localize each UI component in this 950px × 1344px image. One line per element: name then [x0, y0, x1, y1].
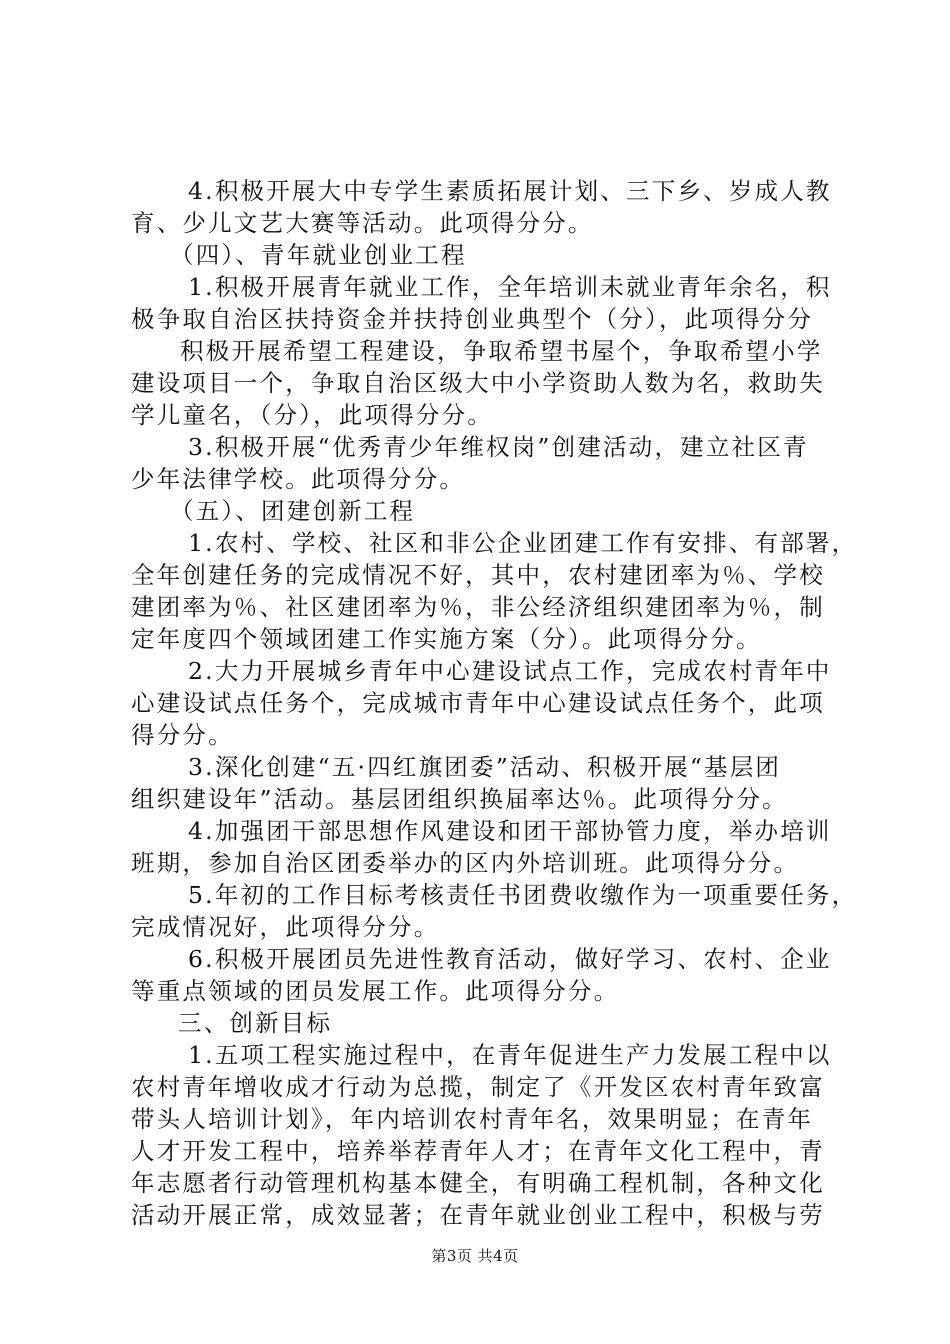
section-heading: （四）、青年就业创业工程	[170, 241, 467, 269]
text-line: 1.五项工程实施过程中，在青年促进生产力发展工程中以	[188, 1041, 832, 1069]
text-line: 年志愿者行动管理机构基本健全，有明确工程机制，各种文化	[131, 1169, 825, 1197]
text-line: 建设项目一个，争取自治区级大中小学资助人数为名，救助失	[131, 369, 825, 397]
text-line: 3.积极开展“优秀青少年维权岗”创建活动，建立社区青	[188, 433, 809, 461]
text-line: 极争取自治区扶持资金并扶持创业典型个（分），此项得分分	[131, 305, 814, 333]
text-line: 3.深化创建“五·四红旗团委”活动、积极开展“基层团	[188, 753, 782, 781]
text-line: 完成情况好，此项得分分。	[131, 913, 440, 941]
text-line: 4.加强团干部思想作风建设和团干部协管力度，举办培训	[188, 817, 832, 845]
text-line: 人才开发工程中，培养举荐青年人才；在青年文化工程中，青	[131, 1137, 825, 1165]
text-line: 1.农村、学校、社区和非公企业团建工作有安排、有部署，	[188, 529, 858, 557]
text-line: 等重点领域的团员发展工作。此项得分分。	[131, 977, 620, 1005]
text-line: 5.年初的工作目标考核责任书团费收缴作为一项重要任务，	[188, 881, 858, 909]
text-line: 积极开展希望工程建设，争取希望书屋个，争取希望小学	[180, 337, 823, 365]
text-line: 全年创建任务的完成情况不好，其中，农村建团率为％、学校	[131, 561, 825, 589]
text-line: 2.大力开展城乡青年中心建设试点工作，完成农村青年中	[188, 657, 832, 685]
text-line: 定年度四个领域团建工作实施方案（分）。此项得分分。	[131, 625, 762, 653]
text-line: 带头人培训计划》，年内培训农村青年名，效果明显；在青年	[131, 1105, 814, 1133]
text-line: 活动开展正常，成效显著；在青年就业创业工程中，积极与劳	[131, 1201, 825, 1229]
text-line: 4.积极开展大中专学生素质拓展计划、三下乡、岁成人教	[188, 177, 832, 205]
text-line: 心建设试点任务个，完成城市青年中心建设试点任务个，此项	[131, 689, 825, 717]
text-line: 组织建设年”活动。基层团组织换届率达％。此项得分分。	[131, 785, 788, 813]
text-line: 学儿童名，（分），此项得分分。	[131, 401, 493, 429]
section-heading: 三、创新目标	[178, 1009, 333, 1037]
text-line: 1.积极开展青年就业工作，全年培训未就业青年余名，积	[188, 273, 832, 301]
text-line: 育、少儿文艺大赛等活动。此项得分分。	[131, 209, 594, 237]
text-line: 建团率为％、社区建团率为％，非公经济组织建团率为％，制	[131, 593, 825, 621]
text-line: 班期，参加自治区团委举办的区内外培训班。此项得分分。	[131, 849, 800, 877]
section-heading: （五）、团建创新工程	[170, 497, 416, 525]
text-line: 少年法律学校。此项得分分。	[131, 465, 466, 493]
text-line: 6.积极开展团员先进性教育活动，做好学习、农村、企业	[188, 945, 832, 973]
text-line: 农村青年增收成才行动为总揽，制定了《开发区农村青年致富	[131, 1073, 825, 1101]
page-footer: 第3页 共4页	[431, 1247, 519, 1265]
text-line: 得分分。	[131, 721, 234, 749]
